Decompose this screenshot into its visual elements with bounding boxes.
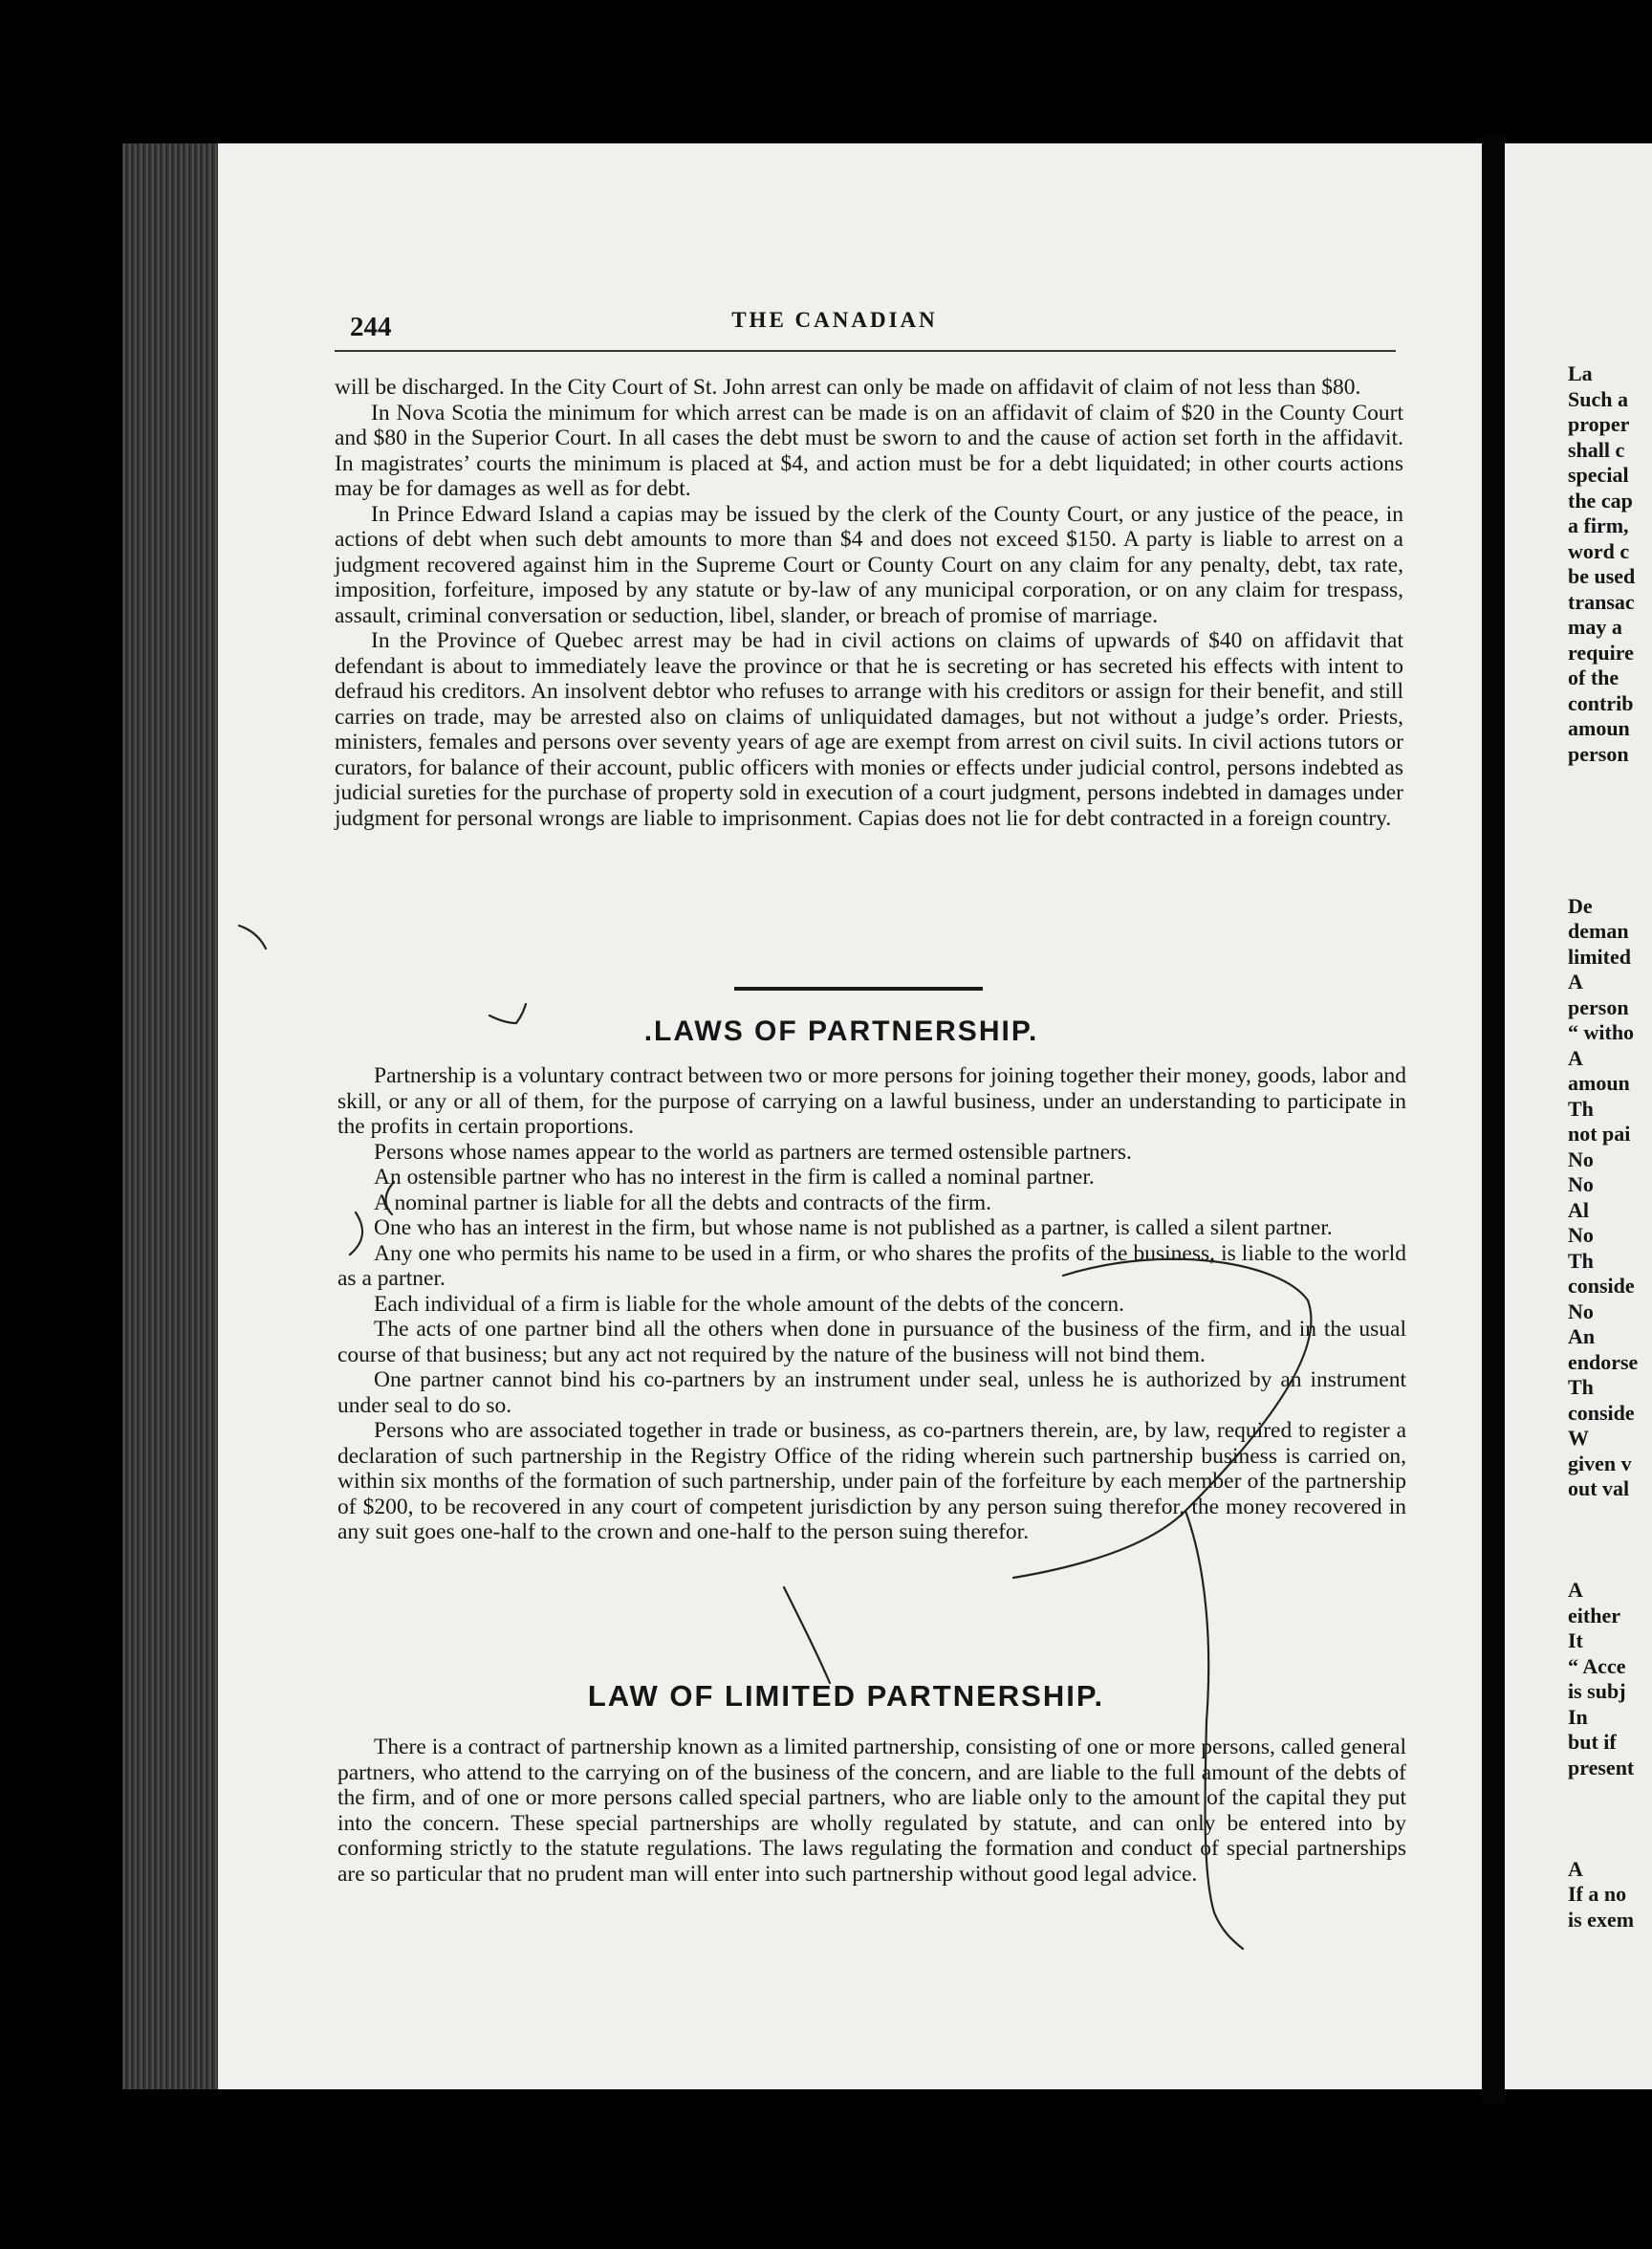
right-page-line: A (1568, 1856, 1583, 1881)
right-page-line: transac (1568, 589, 1635, 614)
section-heading-limited-partnership: LAW OF LIMITED PARTNERSHIP. (587, 1679, 1105, 1713)
paragraph: Each individual of a firm is liable for the whole amount of the debts of the concern. (374, 1291, 1125, 1317)
right-page-line: De (1568, 893, 1593, 918)
right-page-line: No (1568, 1223, 1594, 1247)
right-page-line: given v (1568, 1451, 1632, 1475)
paragraph: Persons who are associated together in trade or business, as co-partners therein, are, by law, required to register a declaration of such partnership in the Registry Office of the riding wherein such partnership business is carried on, within six months of the formation of such partnership, under pain of the forfeiture by each member of the partnership of $200, to be recovered in any court of competent jurisdiction by any person suing therefor, the money recovered in any suit goes one-half to the crown and one-half to the person suing therefor. (337, 1418, 1406, 1544)
right-page-line: special (1568, 463, 1629, 487)
paragraph: There is a contract of partnership known as a limited partnership, consisting of one or more persons, called general partners, who attend to the carrying on of the business of the concern, and are liable to the full amount of the debts of the firm, and of one or more persons called special partners, who are liable only to the amount of the capital they put into the concern. These special partnerships are wholly regulated by statute, and can only be entered into by conforming strictly to the statute regulations. The laws regulating the formation and conduct of special partnerships are so particular that no prudent man will enter into such partnership without good legal advice. (337, 1735, 1406, 1887)
right-page-line: is subj (1568, 1679, 1626, 1703)
paragraph: Persons whose names appear to the world as partners are termed ostensible partners. (374, 1139, 1132, 1165)
paragraph: The acts of one partner bind all the others when done in pursuance of the business of the firm, and in the usual course of that business; but any act not required by the nature of the business will not bind them. (337, 1317, 1406, 1367)
right-page-line: out val (1568, 1476, 1630, 1500)
right-page-line: If a no (1568, 1882, 1627, 1906)
right-page-line: require (1568, 640, 1634, 665)
right-page-line: shall c (1568, 437, 1625, 462)
right-page-line: word c (1568, 538, 1630, 563)
right-page-line: contrib (1568, 690, 1634, 715)
right-page-line: No (1568, 1172, 1594, 1196)
right-page-line: “ Acce (1568, 1653, 1626, 1678)
paragraph: will be discharged. In the City Court of St. John arrest can only be made on affidavit of claim of not less than $80. (335, 375, 1361, 400)
paragraph: In the Province of Quebec arrest may be had in civil actions on claims of upwards of $40 on affidavit that defendant is about to immediately leave the province or that he is secreting or has secreted his effects with intent to defraud his creditors. An insolvent debtor who refuses to arrange with his creditors or assign for their benefit, and still carries on trade, may be arrested also on claims of unliquidated damages, but not without a judge’s order. Priests, ministers, females and persons over seventy years of age are exempt from arrest on civil suits. In civil actions tutors or curators, for balance of their account, public officers with monies or effects under judicial control, persons indebted as judicial sureties for the purchase of property sold in execution of a court judgment, persons indebted in damages under judgment for personal wrongs are liable to imprisonment. Capias does not lie for debt contracted in a foreign country. (335, 628, 1403, 831)
right-page-line: In (1568, 1704, 1588, 1729)
right-page-line: A (1568, 1045, 1583, 1070)
paragraph: In Nova Scotia the minimum for which arrest can be made is on an affidavit of claim of $20 in the County Court and $80 in the Superior Court. In all cases the debt must be sworn to and the cause of action set forth in the affidavit. In magistrates’ courts the minimum is placed at $4, and action must be for a debt liquidated; in other courts actions may be for damages as well as for debt. (335, 400, 1403, 501)
right-page-line: endorse (1568, 1349, 1639, 1374)
right-page-line: person (1568, 741, 1629, 766)
paragraph: One who has an interest in the firm, but whose name is not published as a partner, is called a silent partner. (374, 1215, 1333, 1240)
right-page-line: amoun (1568, 1071, 1630, 1095)
right-page-line: limited (1568, 944, 1631, 969)
running-title: THE CANADIAN (731, 308, 938, 332)
right-page-line: An (1568, 1324, 1596, 1348)
right-page-line: La (1568, 361, 1593, 385)
right-page-line: W (1568, 1426, 1589, 1450)
page-number: 244 (350, 312, 392, 342)
right-page-line: is exem (1568, 1907, 1635, 1932)
right-page-line: conside (1568, 1400, 1635, 1425)
right-page-line: Such a (1568, 386, 1628, 411)
right-page-line: but if (1568, 1730, 1617, 1754)
paragraph: Any one who permits his name to be used in a firm, or who shares the profits of the business, is liable to the world as a partner. (337, 1240, 1406, 1291)
right-page-line: may a (1568, 615, 1622, 639)
right-page-line: Al (1568, 1197, 1589, 1222)
right-page-line: either (1568, 1603, 1620, 1627)
section-heading-partnership: .LAWS OF PARTNERSHIP. (643, 1015, 1039, 1047)
right-page-line: No (1568, 1146, 1594, 1171)
right-page-line: Th (1568, 1375, 1594, 1399)
right-page-line: Th (1568, 1248, 1594, 1273)
right-page-line: proper (1568, 412, 1630, 436)
right-page-line: person (1568, 994, 1629, 1019)
paragraph: A nominal partner is liable for all the debts and contracts of the firm. (374, 1190, 992, 1215)
paragraph: In Prince Edward Island a capias may be issued by the clerk of the County Court, or any justice of the peace, in actions of debt when such debt amounts to more than $4 and does not exceed $150. A party is liable to arrest on a judgment recovered against him in the Supreme Court or County Court on any claim for any penalty, debt, tax rate, imposition, forfeiture, imposed by any statute or by-law of any municipal corporation, or on any claim for trespass, assault, criminal conversation or seduction, libel, slander, or breach of promise of marriage. (335, 501, 1403, 628)
right-page-line: not pai (1568, 1122, 1631, 1146)
right-page-line: the cap (1568, 488, 1633, 513)
right-page-line: present (1568, 1755, 1635, 1780)
right-page-line: be used (1568, 564, 1636, 588)
right-page-line: conside (1568, 1274, 1635, 1298)
paragraph: An ostensible partner who has no interest in the firm is called a nominal partner. (374, 1165, 1095, 1190)
right-page-line: No (1568, 1299, 1594, 1323)
right-page-line: deman (1568, 919, 1629, 943)
right-page-line: a firm, (1568, 513, 1629, 537)
right-page-line: It (1568, 1628, 1583, 1652)
right-page-line: A (1568, 1578, 1583, 1602)
paragraph: One partner cannot bind his co-partners by an instrument under seal, unless he is authorized by an instrument under seal to do so. (337, 1367, 1406, 1418)
right-page-line: A (1568, 970, 1583, 993)
right-page-line: “ witho (1568, 1020, 1635, 1044)
paragraph: Partnership is a voluntary contract between two or more persons for joining together their money, goods, labor and skill, or any or all of them, for the purpose of carrying on a lawful business, under an understanding to participate in the profits in certain proportions. (337, 1063, 1406, 1139)
right-page-line: amoun (1568, 716, 1630, 740)
right-page-line: Th (1568, 1096, 1594, 1121)
right-page-line: of the (1568, 666, 1619, 689)
